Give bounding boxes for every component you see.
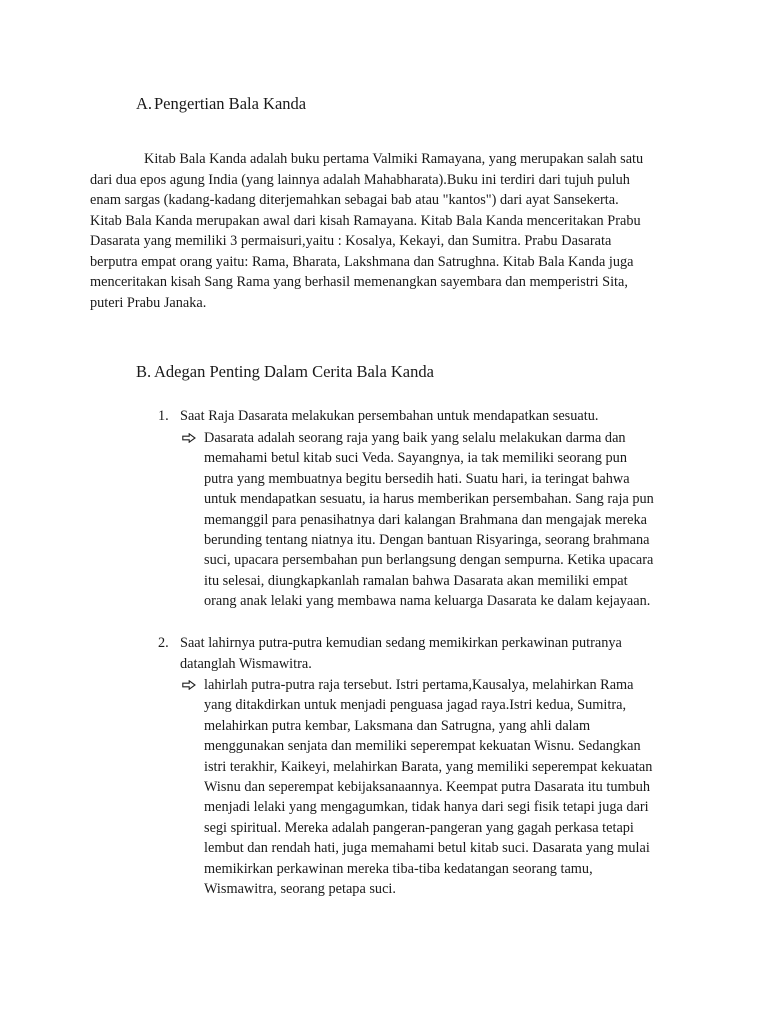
list-item-1-heading bbox=[158, 406, 598, 426]
section-b-title: Adegan Penting Dalam Cerita Bala Kanda bbox=[154, 362, 434, 381]
section-b-letter: B. bbox=[136, 362, 152, 381]
section-b-heading bbox=[136, 362, 434, 382]
list-item-body-line: yang ditakdirkan untuk menjadi penguasa jagad raya.Istri kedua, Sumitra, bbox=[204, 697, 627, 714]
list-item-body-line: segi spiritual. Mereka adalah pangeran-pangeran yang gagah perkasa tetapi bbox=[204, 819, 634, 836]
list-item-body-line: untuk mendapatkan sesuatu, ia harus memberikan persembahan. Sang raja pun bbox=[204, 491, 654, 508]
list-item-body-line: menjadi lelaki yang mengagumkan, tidak hanya dari segi fisik tetapi juga dari bbox=[204, 799, 649, 816]
list-item-body-line: orang anak lelaki yang membawa nama keluarga Dasarata ke dalam kejayaan. bbox=[204, 593, 651, 610]
arrow-outline-right-icon bbox=[182, 433, 196, 443]
list-item-heading-text: Saat lahirnya putra-putra kemudian sedang memikirkan perkawinan putranya bbox=[180, 635, 622, 651]
paragraph-line: puteri Prabu Janaka. bbox=[90, 294, 207, 311]
list-item-body-line: suci, upacara persembahan pun berlangsung dengan sempurna. Ketika upacara bbox=[204, 552, 654, 569]
list-item-1-body bbox=[204, 428, 654, 612]
paragraph-line: menceritakan kisah Sang Rama yang berhasil memenangkan sayembara dan memperistri Sita, bbox=[90, 274, 628, 290]
list-item-number: 2. bbox=[158, 635, 169, 651]
list-item-body-line: lembut dan rendah hati, juga memahami betul kitab suci. Dasarata yang mulai bbox=[204, 840, 650, 857]
section-a-heading bbox=[136, 94, 306, 114]
list-item-body-line: istri terakhir, Kaikeyi, melahirkan Barata, yang memiliki seperempat kekuatan bbox=[204, 758, 653, 775]
section-a-letter: A. bbox=[136, 94, 153, 113]
list-item-body-line: lahirlah putra-putra raja tersebut. Istri pertama,Kausalya, melahirkan Rama bbox=[204, 677, 634, 693]
list-item-body-line: Wisnu dan seperempat kebijaksanaannya. Keempat putra Dasarata itu tumbuh bbox=[204, 779, 651, 796]
list-item-body-line: menggunakan senjata dan memiliki seperempat kekuatan Wisnu. Sedangkan bbox=[204, 738, 641, 755]
section-a-title: Pengertian Bala Kanda bbox=[154, 94, 307, 113]
list-item-body-line: memikirkan perkawinan mereka tiba-tiba kedatangan seorang tamu, bbox=[204, 860, 593, 877]
list-item-body-line: memanggil para penasihatnya dari kalangan Brahmana dan mengajak mereka bbox=[204, 511, 648, 528]
section-a-paragraph bbox=[90, 149, 690, 313]
list-item-heading-text: Saat Raja Dasarata melakukan persembahan untuk mendapatkan sesuatu. bbox=[180, 408, 599, 424]
arrow-outline-right-icon bbox=[182, 680, 196, 690]
paragraph-line: enam sargas (kadang-kadang diterjemahkan sebagai bab atau "kantos") dari ayat Sansekerta. bbox=[90, 192, 619, 208]
paragraph-line: berputra empat orang yaitu: Rama, Bharata, Lakshmana dan Satrughna. Kitab Bala Kanda juga bbox=[90, 253, 634, 270]
list-item-number: 1. bbox=[158, 408, 169, 424]
paragraph-line: dari dua epos agung India (yang lainnya adalah Mahabharata).Buku ini terdiri dari tujuh puluh bbox=[90, 171, 630, 188]
list-item-body-line: memahami betul kitab suci Veda. Sayangnya, ia tak memiliki seorang pun bbox=[204, 450, 627, 467]
paragraph-line: Kitab Bala Kanda merupakan awal dari kisah Ramayana. Kitab Bala Kanda menceritakan Prabu bbox=[90, 212, 641, 229]
list-item-2-heading-continued bbox=[180, 654, 312, 674]
list-item-body-line: Wismawitra, seorang petapa suci. bbox=[204, 881, 396, 898]
list-item-heading-text: datanglah Wismawitra. bbox=[180, 656, 312, 672]
paragraph-line: Dasarata yang memiliki 3 permaisuri,yaitu : Kosalya, Kekayi, dan Sumitra. Prabu Dasarata bbox=[90, 233, 612, 249]
list-item-body-line: itu selesai, diungkapkanlah ramalan bahwa Dasarata akan memiliki empat bbox=[204, 572, 628, 589]
list-item-body-line: berunding tentang niatnya itu. Dengan bantuan Risyaringa, seorang brahmana bbox=[204, 532, 650, 549]
list-item-body-line: melahirkan putra kembar, Laksmana dan Satrugna, yang ahli dalam bbox=[204, 717, 591, 734]
paragraph-line: Kitab Bala Kanda adalah buku pertama Valmiki Ramayana, yang merupakan salah satu bbox=[144, 151, 644, 167]
list-item-body-line: putra yang membuatnya begitu bersedih hati. Suatu hari, ia teringat bahwa bbox=[204, 470, 630, 487]
list-item-2-heading bbox=[158, 633, 622, 653]
list-item-body-line: Dasarata adalah seorang raja yang baik yang selalu melakukan darma dan bbox=[204, 430, 626, 446]
list-item-2-body bbox=[204, 675, 652, 899]
